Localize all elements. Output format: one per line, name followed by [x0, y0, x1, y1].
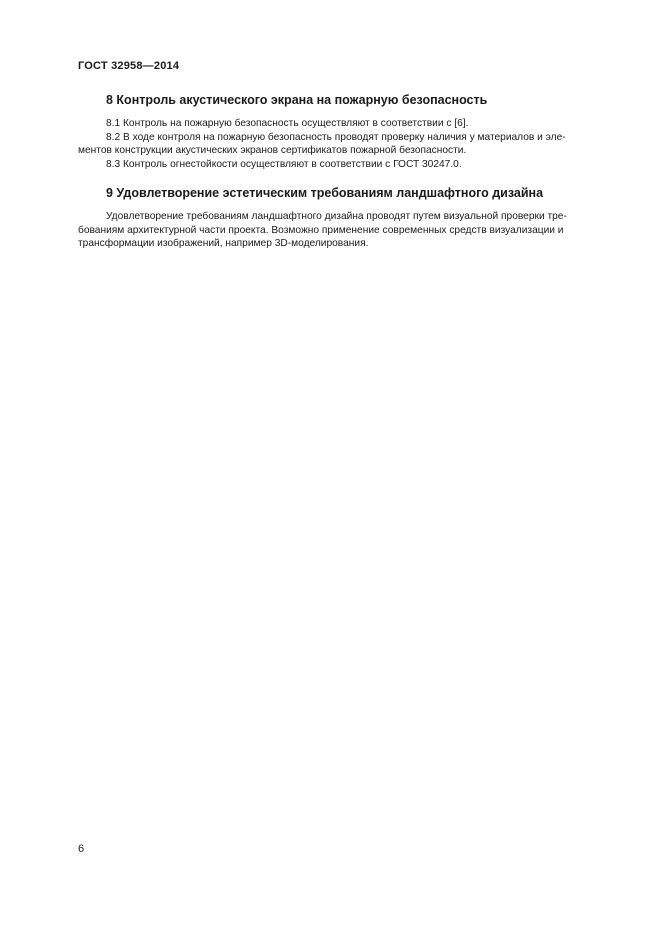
- paragraph-8-1: 8.1 Контроль на пожарную безопасность осуществляют в соответствии с [6].: [106, 118, 469, 129]
- paragraph-9-line-1: Удовлетворение требованиям ландшафтного дизайна проводят путем визуальной проверки тре-: [106, 211, 567, 222]
- paragraph-9-line-2: бованиям архитектурной части проекта. Возможно применение современных средств визуализации и: [78, 224, 564, 236]
- section-9-body: [78, 210, 590, 251]
- section-8-body: [78, 117, 590, 171]
- section-9: [78, 185, 590, 251]
- section-9-title: 9 Удовлетворение эстетическим требованиям ландшафтного дизайна: [106, 186, 544, 200]
- section-8-title: 8 Контроль акустического экрана на пожарную безопасность: [106, 93, 488, 107]
- page-number: 6: [78, 843, 85, 855]
- section-8: [78, 92, 590, 171]
- paragraph-8-2-line-2: ментов конструкции акустических экранов сертификатов пожарной безопасности.: [78, 145, 467, 156]
- paragraph-8-2-line-1: 8.2 В ходе контроля на пожарную безопасность проводят проверку наличия у материалов и эле-: [106, 131, 566, 143]
- document-header: ГОСТ 32958—2014: [78, 60, 180, 72]
- paragraph-8-3: 8.3 Контроль огнестойкости осуществляют в соответствии с ГОСТ 30247.0.: [106, 158, 462, 170]
- paragraph-9-line-3: трансформации изображений, например 3D-моделирования.: [78, 238, 369, 249]
